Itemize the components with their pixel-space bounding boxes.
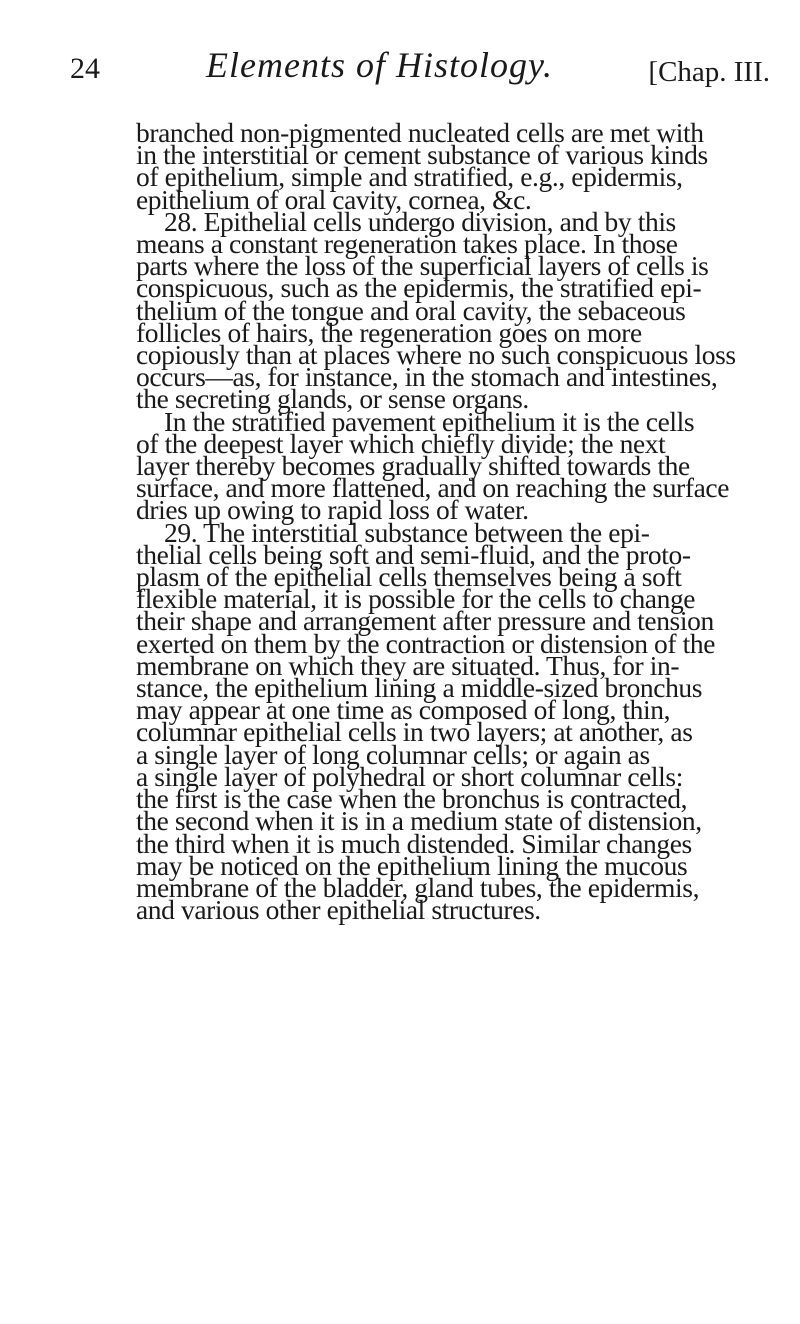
text-line: the first is the case when the bronchus is contracted, — [136, 783, 688, 815]
text-line: the third when it is much distended. Similar changes — [136, 827, 692, 859]
text-line: may appear at one time as composed of long, thin, — [136, 694, 671, 726]
text-line: and various other epithelial structures. — [136, 894, 541, 926]
paragraph-continuation — [136, 117, 764, 215]
text-line: 28. Epithelial cells undergo division, and by this — [164, 205, 676, 237]
paragraph-29 — [136, 516, 764, 926]
running-title: Elements of Histology. — [206, 45, 553, 85]
text-line: dries up owing to rapid loss of water. — [136, 494, 529, 526]
text-line: thelial cells being soft and semi-fluid, and the proto- — [136, 538, 691, 570]
text-line: thelium of the tongue and oral cavity, the sebaceous — [136, 294, 686, 326]
text-line: of the deepest layer which chiefly divide; the next — [136, 427, 666, 459]
text-line: branched non-pigmented nucleated cells are met with — [136, 117, 704, 148]
text-line: of epithelium, simple and stratified, e.g., epidermis, — [136, 161, 683, 193]
text-line: surface, and more flattened, and on reaching the surface — [136, 472, 729, 504]
text-line: plasm of the epithelial cells themselves being a soft — [136, 561, 682, 593]
page-number: 24 — [70, 52, 100, 85]
text-line: their shape and arrangement after pressure and tension — [136, 605, 714, 637]
text-line: occurs—as, for instance, in the stomach and intestines, — [136, 361, 718, 393]
text-line: 29. The interstitial substance between the epi- — [164, 516, 650, 548]
text-line: layer thereby becomes gradually shifted towards the — [136, 450, 690, 482]
text-line: copiously than at places where no such conspicuous loss — [136, 339, 736, 371]
text-line: stance, the epithelium lining a middle-sized bronchus — [136, 672, 703, 704]
paragraph-stratified — [136, 405, 764, 526]
text-line: the second when it is in a medium state of distension, — [136, 805, 702, 837]
paragraph-28 — [136, 205, 764, 415]
text-line: columnar epithelial cells in two layers; at another, as — [136, 716, 693, 748]
text-line: flexible material, it is possible for the cells to change — [136, 583, 696, 615]
text-line: In the stratified pavement epithelium it is the cells — [164, 405, 695, 437]
text-line: a single layer of polyhedral or short columnar cells: — [136, 760, 683, 792]
text-line: membrane on which they are situated. Thus, for in- — [136, 649, 680, 681]
text-line: conspicuous, such as the epidermis, the stratified epi- — [136, 272, 702, 304]
text-line: in the interstitial or cement substance of various kinds — [136, 139, 708, 171]
page-header — [70, 44, 770, 100]
chapter-reference: [Chap. III. — [648, 56, 770, 88]
text-line: a single layer of long columnar cells; or again as — [136, 738, 650, 770]
text-line: follicles of hairs, the regeneration goes on more — [136, 316, 642, 348]
text-line: exerted on them by the contraction or distension of the — [136, 627, 716, 659]
text-line: the secreting glands, or sense organs. — [136, 383, 529, 415]
text-line: epithelium of oral cavity, cornea, &c. — [136, 183, 532, 215]
text-line: membrane of the bladder, gland tubes, the epidermis, — [136, 871, 700, 903]
body-text — [136, 117, 764, 926]
text-line: parts where the loss of the superficial layers of cells is — [136, 250, 709, 282]
text-line: may be noticed on the epithelium lining the mucous — [136, 849, 688, 881]
text-line: means a constant regeneration takes place. In those — [136, 228, 678, 260]
